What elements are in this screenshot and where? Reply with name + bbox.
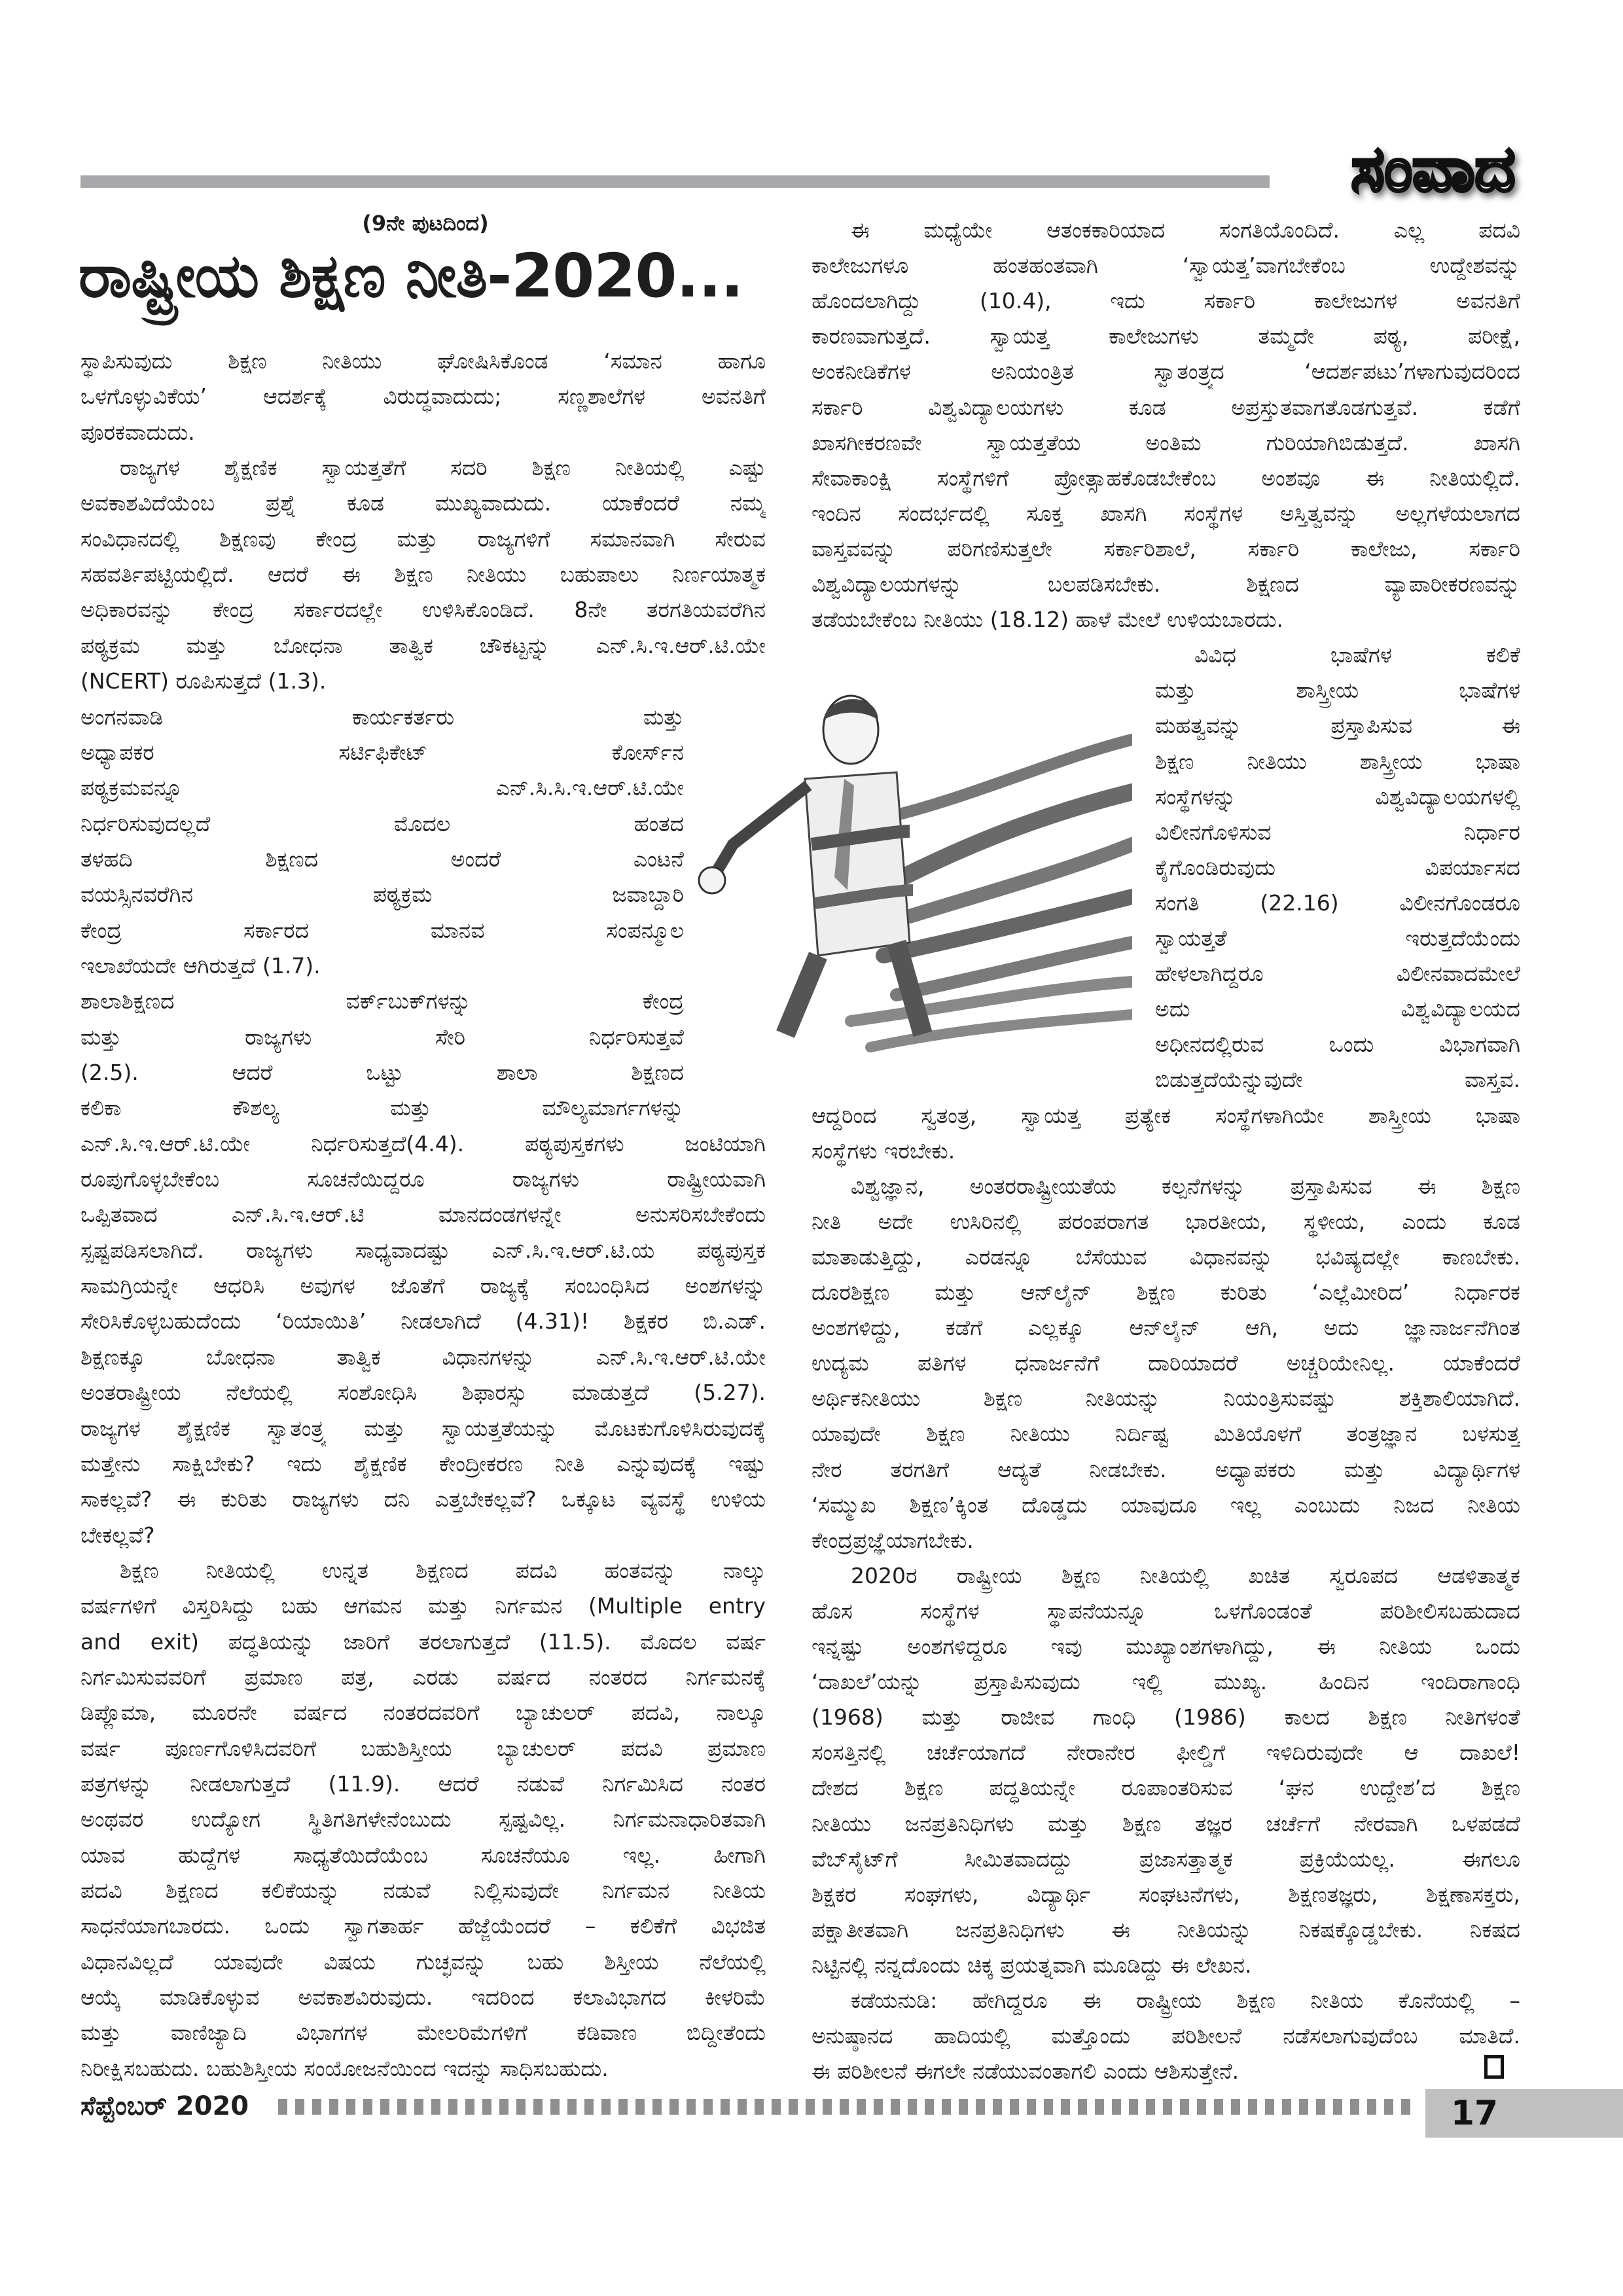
text-line: ಸಂವಿಧಾನದಲ್ಲಿ ಶಿಕ್ಷಣವು ಕೇಂದ್ರ ಮತ್ತು ರಾಜ್ಯಗಳಿಗೆ ಸಮಾನವಾಗಿ ಸೇರುವ	[80, 526, 766, 552]
text-line: ಶಿಕ್ಷಕರ ಸಂಘಗಳು, ವಿದ್ಯಾರ್ಥಿ ಸಂಘಟನೆಗಳು, ಶಿಕ್ಷಣತಜ್ಞರು, ಶಿಕ್ಷಣಾಸಕ್ತರು,	[812, 1881, 1520, 1907]
article-title: ರಾಷ್ಟ್ರೀಯ ಶಿಕ್ಷಣ ನೀತಿ-2020...	[79, 241, 743, 311]
text-line: ಇನ್ನಷ್ಟು ಅಂಶಗಳಿದ್ದರೂ ಇವು ಮುಖ್ಯಾಂಶಗಳಾಗಿದ್ದು, ಈ ನೀತಿಯ ಒಂದು	[812, 1634, 1520, 1659]
text-line: ಸಾಕಲ್ಲವೆ? ಈ ಕುರಿತು ರಾಜ್ಯಗಳು ದನಿ ಎತ್ತಬೇಕಲ್ಲವೆ? ಒಕ್ಕೂಟ ವ್ಯವಸ್ಥೆ ಉಳಿಯ	[80, 1486, 766, 1513]
text-line: ಒಳಗೊಳ್ಳುವಿಕೆಯ’ ಆದರ್ಶಕ್ಕೆ ವಿರುದ್ಧವಾದುದು; ಸಣ್ಣಶಾಲೆಗಳ ಅವನತಿಗೆ	[80, 384, 766, 410]
text-line: ಪಕ್ಷಾತೀತವಾಗಿ ಜನಪ್ರತಿನಿಧಿಗಳು ಈ ನೀತಿಯನ್ನು ನಿಕಷಕ್ಕೊಡ್ಡಬೇಕು. ನಿಕಷದ	[812, 1916, 1520, 1943]
text-line: ಅದು ವಿಶ್ವವಿದ್ಯಾಲಯದ	[1155, 996, 1520, 1022]
text-line: ಸಂಗತಿ (22.16) ವಿಲೀನಗೊಂಡರೂ	[1155, 889, 1520, 916]
text-line: ಅಂಥವರ ಉದ್ಯೋಗ ಸ್ಥಿತಿಗತಿಗಳೇನೆಂಬುದು ಸ್ಪಷ್ಟವಿಲ್ಲ. ನಿರ್ಗಮನಾಧಾರಿತವಾಗಿ	[80, 1806, 766, 1833]
text-line: 2020ರ ರಾಷ್ಟ್ರೀಯ ಶಿಕ್ಷಣ ನೀತಿಯಲ್ಲಿ ಖಚಿತ ಸ್ವರೂಪದ ಆಡಳಿತಾತ್ಮಕ	[851, 1562, 1520, 1588]
text-line: ಶಾಲಾಶಿಕ್ಷಣದ ವರ್ಕ್‌ಬುಕ್‌ಗಳನ್ನು ಕೇಂದ್ರ	[80, 988, 684, 1014]
illustration-student-tangled	[687, 681, 1132, 1054]
text-line: ವರ್ಷ ಪೂರ್ಣಗೊಳಿಸಿದವರಿಗೆ ಬಹುಶಿಸ್ತೀಯ ಬ್ಯಾಚುಲರ್ ಪದವಿ ಪ್ರಮಾಣ	[80, 1735, 766, 1761]
text-line: ತಡೆಯಬೇಕೆಂಬ ನೀತಿಯು (18.12) ಹಾಳೆ ಮೇಲೆ ಉಳಿಯಬಾರದು.	[812, 607, 1283, 633]
text-line: ಕಲಿಕಾ ಕೌಶಲ್ಯ ಮತ್ತು ಮೌಲ್ಯಮಾರ್ಗಗಳನ್ನು	[80, 1095, 684, 1121]
text-line: ನೀತಿ ಅದೇ ಉಸಿರಿನಲ್ಲಿ ಪರಂಪರಾಗತ ಭಾರತೀಯ, ಸ್ಥಳೀಯ, ಎಂದು ಕೂಡ	[812, 1208, 1520, 1234]
text-line: ಹೇಳಲಾಗಿದ್ದರೂ ವಿಲೀನವಾದಮೇಲೆ	[1155, 961, 1520, 987]
text-line: ವಾಸ್ತವವನ್ನು ಪರಿಗಣಿಸುತ್ತಲೇ ಸರ್ಕಾರಿಶಾಲೆ, ಸರ್ಕಾರಿ ಕಾಲೇಜು, ಸರ್ಕಾರಿ	[812, 535, 1520, 562]
text-line: (NCERT) ರೂಪಿಸುತ್ತದೆ (1.3).	[80, 668, 327, 694]
text-line: ವಿಧಾನವಿಲ್ಲದೆ ಯಾವುದೇ ವಿಷಯ ಗುಚ್ಛವನ್ನು ಬಹು ಶಿಸ್ತೀಯ ನೆಲೆಯಲ್ಲಿ	[80, 1948, 766, 1975]
text-line: ಕಾಲೇಜುಗಳೂ ಹಂತಹಂತವಾಗಿ ‘ಸ್ವಾಯತ್ತ’ವಾಗಬೇಕೆಂಬ ಉದ್ದೇಶವನ್ನು	[812, 253, 1520, 279]
text-line: ವಯಸ್ಸಿನವರೆಗಿನ ಪಠ್ಯಕ್ರಮ ಜವಾಬ್ದಾರಿ	[80, 882, 684, 908]
text-line: ಶಿಕ್ಷಣಕ್ಕೂ ಬೋಧನಾ ತಾತ್ವಿಕ ವಿಧಾನಗಳನ್ನು ಎನ್.ಸಿ.ಇ.ಆರ್.ಟಿ.ಯೇ	[80, 1344, 766, 1370]
text-line: ಮಾತಾಡುತ್ತಿದ್ದು, ಎರಡನ್ನೂ ಬೆಸೆಯುವ ವಿಧಾನವನ್ನು ಭವಿಷ್ಯದಲ್ಲೇ ಕಾಣಬೇಕು.	[812, 1244, 1520, 1270]
text-line: (2.5). ಆದರೆ ಒಟ್ಟು ಶಾಲಾ ಶಿಕ್ಷಣದ	[80, 1060, 684, 1085]
text-line: ಸಹವರ್ತಿಪಟ್ಟಿಯಲ್ಲಿದೆ. ಆದರೆ ಈ ಶಿಕ್ಷಣ ನೀತಿಯು ಬಹುಪಾಲು ನಿರ್ಣಯಾತ್ಮಕ	[80, 562, 766, 588]
text-line: ಸಾಧನೆಯಾಗಬಾರದು. ಒಂದು ಸ್ವಾಗತಾರ್ಹ ಹೆಜ್ಜೆಯೆಂದರೆ – ಕಲಿಕೆಗೆ ವಿಭಜಿತ	[80, 1913, 766, 1939]
text-line: ಅಂಕನೀಡಿಕೆಗಳ ಅನಿಯಂತ್ರಿತ ಸ್ವಾತಂತ್ರ್ಯದ ‘ಆದರ್ಶಪಟು’ಗಳಾಗುವುದರಿಂದ	[812, 359, 1520, 385]
text-line: ವಿಲೀನಗೊಳಿಸುವ ನಿರ್ಧಾರ	[1155, 819, 1520, 845]
text-line: ಪತ್ರಗಳನ್ನು ನೀಡಲಾಗುತ್ತದೆ (11.9). ಆದರೆ ನಡುವೆ ನಿರ್ಗಮಿಸಿದ ನಂತರ	[80, 1771, 766, 1797]
text-line: ಇಂದಿನ ಸಂದರ್ಭದಲ್ಲಿ ಸೂಕ್ತ ಖಾಸಗಿ ಸಂಸ್ಥೆಗಳ ಅಸ್ತಿತ್ವವನ್ನು ಅಲ್ಲಗಳೆಯಲಾಗದ	[812, 500, 1520, 526]
text-line: ಅರ್ಥಿಕನೀತಿಯು ಶಿಕ್ಷಣ ನೀತಿಯನ್ನು ನಿಯಂತ್ರಿಸುವಷ್ಟು ಶಕ್ತಿಶಾಲಿಯಾಗಿದೆ.	[812, 1386, 1520, 1412]
text-line: ಕೈಗೊಂಡಿರುವುದು ವಿಪರ್ಯಾಸದ	[1155, 854, 1520, 880]
text-line: and exit) ಪದ್ಧತಿಯನ್ನು ಜಾರಿಗೆ ತರಲಾಗುತ್ತದೆ (11.5). ಮೊದಲ ವರ್ಷ	[80, 1628, 766, 1655]
text-line: ದೂರಶಿಕ್ಷಣ ಮತ್ತು ಆನ್‌ಲೈನ್ ಶಿಕ್ಷಣ ಕುರಿತು ‘ಎಲ್ಲೆಮೀರಿದ’ ನಿರ್ಧಾರಕ	[812, 1280, 1520, 1305]
text-line: ಅಂತರಾಷ್ಟ್ರೀಯ ನೆಲೆಯಲ್ಲಿ ಸಂಶೋಧಿಸಿ ಶಿಫಾರಸ್ಸು ಮಾಡುತ್ತದೆ (5.27).	[80, 1380, 766, 1406]
footer-dashed-rule	[278, 2099, 1410, 2115]
text-line: ಪಠ್ಯಕ್ರಮ ಮತ್ತು ಬೋಧನಾ ತಾತ್ವಿಕ ಚೌಕಟ್ಟನ್ನು ಎನ್.ಸಿ.ಇ.ಆರ್.ಟಿ.ಯೇ	[80, 632, 766, 658]
text-line: ಸೇರಿಸಿಕೊಳ್ಳಬಹುದೆಂದು ‘ರಿಯಾಯಿತಿ’ ನೀಡಲಾಗಿದೆ (4.31)! ಶಿಕ್ಷಕರ ಬಿ.ಎಡ್.	[80, 1308, 766, 1335]
text-line: ಹೊಂದಲಾಗಿದ್ದು (10.4), ಇದು ಸರ್ಕಾರಿ ಕಾಲೇಜುಗಳ ಅವನತಿಗೆ	[812, 288, 1520, 314]
text-line: ಕಡೆಯನುಡಿ: ಹೇಗಿದ್ದರೂ ಈ ರಾಷ್ಟ್ರೀಯ ಶಿಕ್ಷಣ ನೀತಿಯ ಕೊನೆಯಲ್ಲಿ –	[851, 1988, 1520, 2013]
text-line: ಮತ್ತು ರಾಜ್ಯಗಳು ಸೇರಿ ನಿರ್ಧರಿಸುತ್ತವೆ	[80, 1024, 684, 1050]
text-line: ವರ್ಷಗಳಿಗೆ ವಿಸ್ತರಿಸಿದ್ದು ಬಹು ಆಗಮನ ಮತ್ತು ನಿರ್ಗಮನ (Multiple entry	[80, 1593, 766, 1619]
text-line: ಅಂಗನವಾಡಿ ಕಾರ್ಯಕರ್ತರು ಮತ್ತು	[80, 704, 684, 730]
text-line: ಶಿಕ್ಷಣ ನೀತಿಯು ಶಾಸ್ತ್ರೀಯ ಭಾಷಾ	[1155, 748, 1520, 774]
magazine-logo	[1276, 128, 1590, 213]
text-line: ಸ್ವಾಯತ್ತತೆ ಇರುತ್ತದೆಯೆಂದು	[1155, 925, 1520, 951]
text-line: ಬೇಕಲ್ಲವೆ?	[80, 1522, 155, 1548]
text-line: ಮತ್ತು ವಾಣಿಜ್ಯಾದಿ ವಿಭಾಗಗಳ ಮೇಲರಿಮೆಗಳಿಗೆ ಕಡಿವಾಣ ಬಿದ್ದೀತೆಂದು	[80, 2020, 766, 2046]
text-line: ಮತ್ತು ಶಾಸ್ತ್ರೀಯ ಭಾಷೆಗಳ	[1155, 677, 1520, 704]
page-number-box	[1425, 2089, 1623, 2138]
continued-from: (9ನೇ ಪುಟದಿಂದ)	[362, 211, 489, 236]
text-line: ಆಯ್ಕೆ ಮಾಡಿಕೊಳ್ಳುವ ಅವಕಾಶವಿರುವುದು. ಇದರಿಂದ ಕಲಾವಿಭಾಗದ ಕೀಳರಿಮೆ	[80, 1984, 766, 2011]
text-line: ಸಂಸ್ಥೆಗಳನ್ನು ವಿಶ್ವವಿದ್ಯಾಲಯಗಳಲ್ಲಿ	[1155, 783, 1520, 810]
text-line: ನಿರ್ಧರಿಸುವುದಲ್ಲದೆ ಮೊದಲ ಹಂತದ	[80, 810, 684, 836]
text-line: ಪಠ್ಯಕ್ರಮವನ್ನೂ ಎನ್.ಸಿ.ಸಿ.ಇ.ಆರ್.ಟಿ.ಯೇ	[80, 775, 684, 801]
text-line: ಸ್ಥಾಪಿಸುವುದು ಶಿಕ್ಷಣ ನೀತಿಯು ಘೋಷಿಸಿಕೊಂಡ ‘ಸಮಾನ ಹಾಗೂ	[80, 348, 766, 374]
text-line: ಅಧ್ಯಾಪಕರ ಸರ್ಟಿಫಿಕೇಟ್ ಕೋರ್ಸ್‌ನ	[80, 739, 684, 765]
text-line: ಕಾರಣವಾಗುತ್ತದೆ. ಸ್ವಾಯತ್ತ ಕಾಲೇಜುಗಳು ತಮ್ಮದೇ ಪಠ್ಯ, ಪರೀಕ್ಷೆ,	[812, 323, 1520, 350]
text-line: ಎನ್.ಸಿ.ಇ.ಆರ್.ಟಿ.ಯೇ ನಿರ್ಧರಿಸುತ್ತದೆ(4.4). ಪಠ್ಯಪುಸ್ತಕಗಳು ಜಂಟಿಯಾಗಿ	[80, 1130, 766, 1157]
text-line: ರಾಜ್ಯಗಳ ಶೈಕ್ಷಣಿಕ ಸ್ವಾತಂತ್ರ್ಯ ಮತ್ತು ಸ್ವಾಯತ್ತತೆಯನ್ನು ಮೊಟಕುಗೊಳಿಸಿರುವುದಕ್ಕೆ	[80, 1415, 766, 1441]
header-rule	[80, 175, 1270, 188]
logo-text: ಸಂವಾದ	[1351, 132, 1516, 206]
text-line: ಬಿಡುತ್ತದೆಯೆನ್ನುವುದೇ ವಾಸ್ತವ.	[1155, 1067, 1520, 1093]
text-line: ಪೂರಕವಾದುದು.	[80, 419, 195, 445]
text-line: ಸಂಸತ್ತಿನಲ್ಲಿ ಚರ್ಚೆಯಾಗದೆ ನೇರಾನೇರ ಫೀಲ್ಡಿಗೆ ಇಳಿದಿರುವುದೇ ಆ ದಾಖಲೆ!	[812, 1740, 1520, 1766]
text-line: ಮತ್ತೇನು ಸಾಕ್ಷಿಬೇಕು? ಇದು ಶೈಕ್ಷಣಿಕ ಕೇಂದ್ರೀಕರಣ ನೀತಿ ಎನ್ನುವುದಕ್ಕೆ ಇಷ್ಟು	[80, 1450, 766, 1477]
text-line: ಸಾಮಗ್ರಿಯನ್ನೇ ಆಧರಿಸಿ ಅವುಗಳ ಜೊತೆಗೆ ರಾಜ್ಯಕ್ಕೆ ಸಂಬಂಧಿಸಿದ ಅಂಶಗಳನ್ನು	[80, 1273, 766, 1299]
text-line: ಖಾಸಗೀಕರಣವೇ ಸ್ವಾಯತ್ತತೆಯ ಅಂತಿಮ ಗುರಿಯಾಗಿಬಿಡುತ್ತದೆ. ಖಾಸಗಿ	[812, 429, 1520, 456]
text-line: ನಿರ್ಗಮಿಸುವವರಿಗೆ ಪ್ರಮಾಣ ಪತ್ರ, ಎರಡು ವರ್ಷದ ನಂತರದ ನಿರ್ಗಮನಕ್ಕೆ	[80, 1664, 766, 1690]
text-line: ಯಾವ ಹುದ್ದೆಗಳ ಸಾಧ್ಯತೆಯಿದೆಯೆಂಬ ಸೂಚನೆಯೂ ಇಲ್ಲ. ಹೀಗಾಗಿ	[80, 1842, 766, 1868]
text-line: ಪದವಿ ಶಿಕ್ಷಣದ ಕಲಿಕೆಯನ್ನು ನಡುವೆ ನಿಲ್ಲಿಸುವುದೇ ನಿರ್ಗಮನ ನೀತಿಯ	[80, 1878, 766, 1904]
text-line: ‘ಸಮ್ಮುಖ ಶಿಕ್ಷಣ’ಕ್ಕಿಂತ ದೊಡ್ಡದು ಯಾವುದೂ ಇಲ್ಲ ಎಂಬುದು ನಿಜದ ನೀತಿಯ	[812, 1492, 1520, 1518]
text-line: ನಿಟ್ಟಿನಲ್ಲಿ ನನ್ನದೊಂದು ಚಿಕ್ಕ ಪ್ರಯತ್ನವಾಗಿ ಮೂಡಿದ್ದು ಈ ಲೇಖನ.	[812, 1952, 1252, 1978]
text-line: ಅಂಶಗಳಿದ್ದು, ಕಡೆಗೆ ಎಲ್ಲಕ್ಕೂ ಆನ್‌ಲೈನ್ ಆಗಿ, ಅದು ಜ್ಞಾನಾರ್ಜನೆಗಿಂತ	[812, 1315, 1520, 1341]
text-line: ಅಧಿಕಾರವನ್ನು ಕೇಂದ್ರ ಸರ್ಕಾರದಲ್ಲೇ ಉಳಿಸಿಕೊಂಡಿದೆ. 8ನೇ ತರಗತಿಯವರೆಗಿನ	[80, 597, 766, 623]
text-line: ದೇಶದ ಶಿಕ್ಷಣ ಪದ್ಧತಿಯನ್ನೇ ರೂಪಾಂತರಿಸುವ ‘ಘನ ಉದ್ದೇಶ’ದ ಶಿಕ್ಷಣ	[812, 1775, 1520, 1801]
text-line: ಸರ್ಕಾರಿ ವಿಶ್ವವಿದ್ಯಾಲಯಗಳು ಕೂಡ ಅಪ್ರಸ್ತುತವಾಗತೊಡಗುತ್ತವೆ. ಕಡೆಗೆ	[812, 394, 1520, 420]
text-line: ನೀತಿಯು ಜನಪ್ರತಿನಿಧಿಗಳು ಮತ್ತು ಶಿಕ್ಷಣ ತಜ್ಞರ ಚರ್ಚೆಗೆ ನೇರವಾಗಿ ಒಳಪಡದೆ	[812, 1810, 1520, 1837]
text-line: ಯಾವುದೇ ಶಿಕ್ಷಣ ನೀತಿಯು ನಿರ್ದಿಷ್ಟ ಮಿತಿಯೊಳಗೆ ತಂತ್ರಜ್ಞಾನ ಬಳಸುತ್ತ	[812, 1421, 1520, 1447]
text-line: ಡಿಪ್ಲೊಮಾ, ಮೂರನೇ ವರ್ಷದ ನಂತರದವರಿಗೆ ಬ್ಯಾಚುಲರ್ ಪದವಿ, ನಾಲ್ಕೂ	[80, 1700, 766, 1726]
text-line: ಈ ಪರಿಶೀಲನೆ ಈಗಲೇ ನಡೆಯುವಂತಾಗಲಿ ಎಂದು ಆಶಿಸುತ್ತೇನೆ.	[812, 2058, 1240, 2085]
text-line: ಮಹತ್ವವನ್ನು ಪ್ರಸ್ತಾಪಿಸುವ ಈ	[1155, 713, 1520, 739]
text-line: ಹೊಸ ಸಂಸ್ಥೆಗಳ ಸ್ಥಾಪನೆಯನ್ನೂ ಒಳಗೊಂಡಂತೆ ಪರಿಶೀಲಿಸಬಹುದಾದ	[812, 1598, 1520, 1624]
text-line: ಅವಕಾಶವಿದೆಯೆಂಬ ಪ್ರಶ್ನೆ ಕೂಡ ಮುಖ್ಯವಾದುದು. ಯಾಕೆಂದರೆ ನಮ್ಮ	[80, 490, 766, 516]
text-line: ಒಪ್ಪಿತವಾದ ಎನ್.ಸಿ.ಇ.ಆರ್.ಟಿ ಮಾನದಂಡಗಳನ್ನೇ ಅನುಸರಿಸಬೇಕೆಂದು	[80, 1202, 766, 1228]
text-line: ನಿರೀಕ್ಷಿಸಬಹುದು. ಬಹುಶಿಸ್ತೀಯ ಸಂಯೋಜನೆಯಿಂದ ಇದನ್ನು ಸಾಧಿಸಬಹುದು.	[80, 2055, 609, 2081]
text-line: ವಿಶ್ವವಿದ್ಯಾಲಯಗಳನ್ನು ಬಲಪಡಿಸಬೇಕು. ಶಿಕ್ಷಣದ ವ್ಯಾಪಾರೀಕರಣವನ್ನು	[812, 571, 1520, 597]
text-line: ವಿಶ್ವಜ್ಞಾನ, ಅಂತರರಾಷ್ಟ್ರೀಯತೆಯ ಕಲ್ಪನೆಗಳನ್ನು ಪ್ರಸ್ತಾಪಿಸುವ ಈ ಶಿಕ್ಷಣ	[851, 1173, 1520, 1199]
text-line: ಉದ್ಯಮ ಪತಿಗಳ ಧನಾರ್ಜನೆಗೆ ದಾರಿಯಾದರೆ ಅಚ್ಚರಿಯೇನಿಲ್ಲ. ಯಾಕೆಂದರೆ	[812, 1350, 1520, 1376]
text-line: ರೂಪುಗೊಳ್ಳಬೇಕೆಂಬ ಸೂಚನೆಯಿದ್ದರೂ ರಾಜ್ಯಗಳು ರಾಷ್ಟ್ರೀಯವಾಗಿ	[80, 1166, 766, 1193]
text-line: ಶಿಕ್ಷಣ ನೀತಿಯಲ್ಲಿ ಉನ್ನತ ಶಿಕ್ಷಣದ ಪದವಿ ಹಂತವನ್ನು ನಾಲ್ಕು	[120, 1557, 766, 1583]
text-line: ಅಧೀನದಲ್ಲಿರುವ ಒಂದು ವಿಭಾಗವಾಗಿ	[1155, 1031, 1520, 1058]
text-line: ವೆಬ್‌ಸೈಟ್‌ಗೆ ಸೀಮಿತವಾದದ್ದು ಪ್ರಜಾಸತ್ತಾತ್ಮಕ ಪ್ರಕ್ರಿಯೆಯಲ್ಲ. ಈಗಲೂ	[812, 1846, 1520, 1872]
text-line: ಸಂಸ್ಥೆಗಳು ಇರಬೇಕು.	[812, 1138, 955, 1164]
text-line: ಸ್ಪಷ್ಟಪಡಿಸಲಾಗಿದೆ. ರಾಜ್ಯಗಳು ಸಾಧ್ಯವಾದಷ್ಟು ಎನ್.ಸಿ.ಇ.ಆರ್.ಟಿ.ಯ ಪಠ್ಯಪುಸ್ತಕ	[80, 1237, 766, 1263]
text-line: ವಿವಿಧ ಭಾಷೆಗಳ ಕಲಿಕೆ	[1194, 642, 1520, 668]
student-figure	[699, 696, 923, 1034]
text-line: ಇಲಾಖೆಯದೇ ಆಗಿರುತ್ತದೆ (1.7).	[80, 952, 321, 978]
text-line: ಕೇಂದ್ರ ಸರ್ಕಾರದ ಮಾನವ ಸಂಪನ್ಮೂಲ	[80, 917, 684, 943]
text-line: ‘ದಾಖಲೆ’ಯನ್ನು ಪ್ರಸ್ತಾಪಿಸುವುದು ಇಲ್ಲಿ ಮುಖ್ಯ. ಹಿಂದಿನ ಇಂದಿರಾಗಾಂಧಿ	[812, 1669, 1520, 1695]
text-line: ಕೇಂದ್ರಪ್ರಜ್ಞೆಯಾಗಬೇಕು.	[812, 1527, 974, 1553]
text-line: (1968) ಮತ್ತು ರಾಜೀವ ಗಾಂಧಿ (1986) ಕಾಲದ ಶಿಕ್ಷಣ ನೀತಿಗಳಂತೆ	[812, 1704, 1520, 1731]
text-line: ಅನುಷ್ಠಾನದ ಹಾದಿಯಲ್ಲಿ ಮತ್ತೊಂದು ಪರಿಶೀಲನೆ ನಡೆಸಲಾಗುವುದೆಂಬ ಮಾತಿದೆ.	[812, 2023, 1520, 2049]
text-line: ಆದ್ದರಿಂದ ಸ್ವತಂತ್ರ, ಸ್ವಾಯತ್ತ ಪ್ರತ್ಯೇಕ ಸಂಸ್ಥೆಗಳಾಗಿಯೇ ಶಾಸ್ತ್ರೀಯ ಭಾಷಾ	[812, 1102, 1520, 1128]
text-line: ಈ ಮಧ್ಯೆಯೇ ಆತಂಕಕಾರಿಯಾದ ಸಂಗತಿಯೊಂದಿದೆ. ಎಲ್ಲ ಪದವಿ	[851, 217, 1520, 243]
issue-date: ಸೆಪ್ಟೆಂಬರ್ 2020	[80, 2091, 249, 2121]
page-number: 17	[1450, 2094, 1499, 2133]
text-line: ರಾಜ್ಯಗಳ ಶೈಕ್ಷಣಿಕ ಸ್ವಾಯತ್ತತೆಗೆ ಸದರಿ ಶಿಕ್ಷಣ ನೀತಿಯಲ್ಲಿ ಎಷ್ಟು	[120, 455, 766, 481]
text-line: ನೇರ ತರಗತಿಗೆ ಆದ್ಯತೆ ನೀಡಬೇಕು. ಅಧ್ಯಾಪಕರು ಮತ್ತು ವಿದ್ಯಾರ್ಥಿಗಳ	[812, 1456, 1520, 1482]
text-line: ತಳಹದಿ ಶಿಕ್ಷಣದ ಅಂದರೆ ಎಂಟನೆ	[80, 846, 684, 872]
text-line: ಸೇವಾಕಾಂಕ್ಷಿ ಸಂಸ್ಥೆಗಳಿಗೆ ಪ್ರೋತ್ಸಾಹಕೊಡಬೇಕೆಂಬ ಅಂಶವೂ ಈ ನೀತಿಯಲ್ಲಿದೆ.	[812, 465, 1520, 491]
hollow-square-icon	[1484, 2055, 1504, 2079]
